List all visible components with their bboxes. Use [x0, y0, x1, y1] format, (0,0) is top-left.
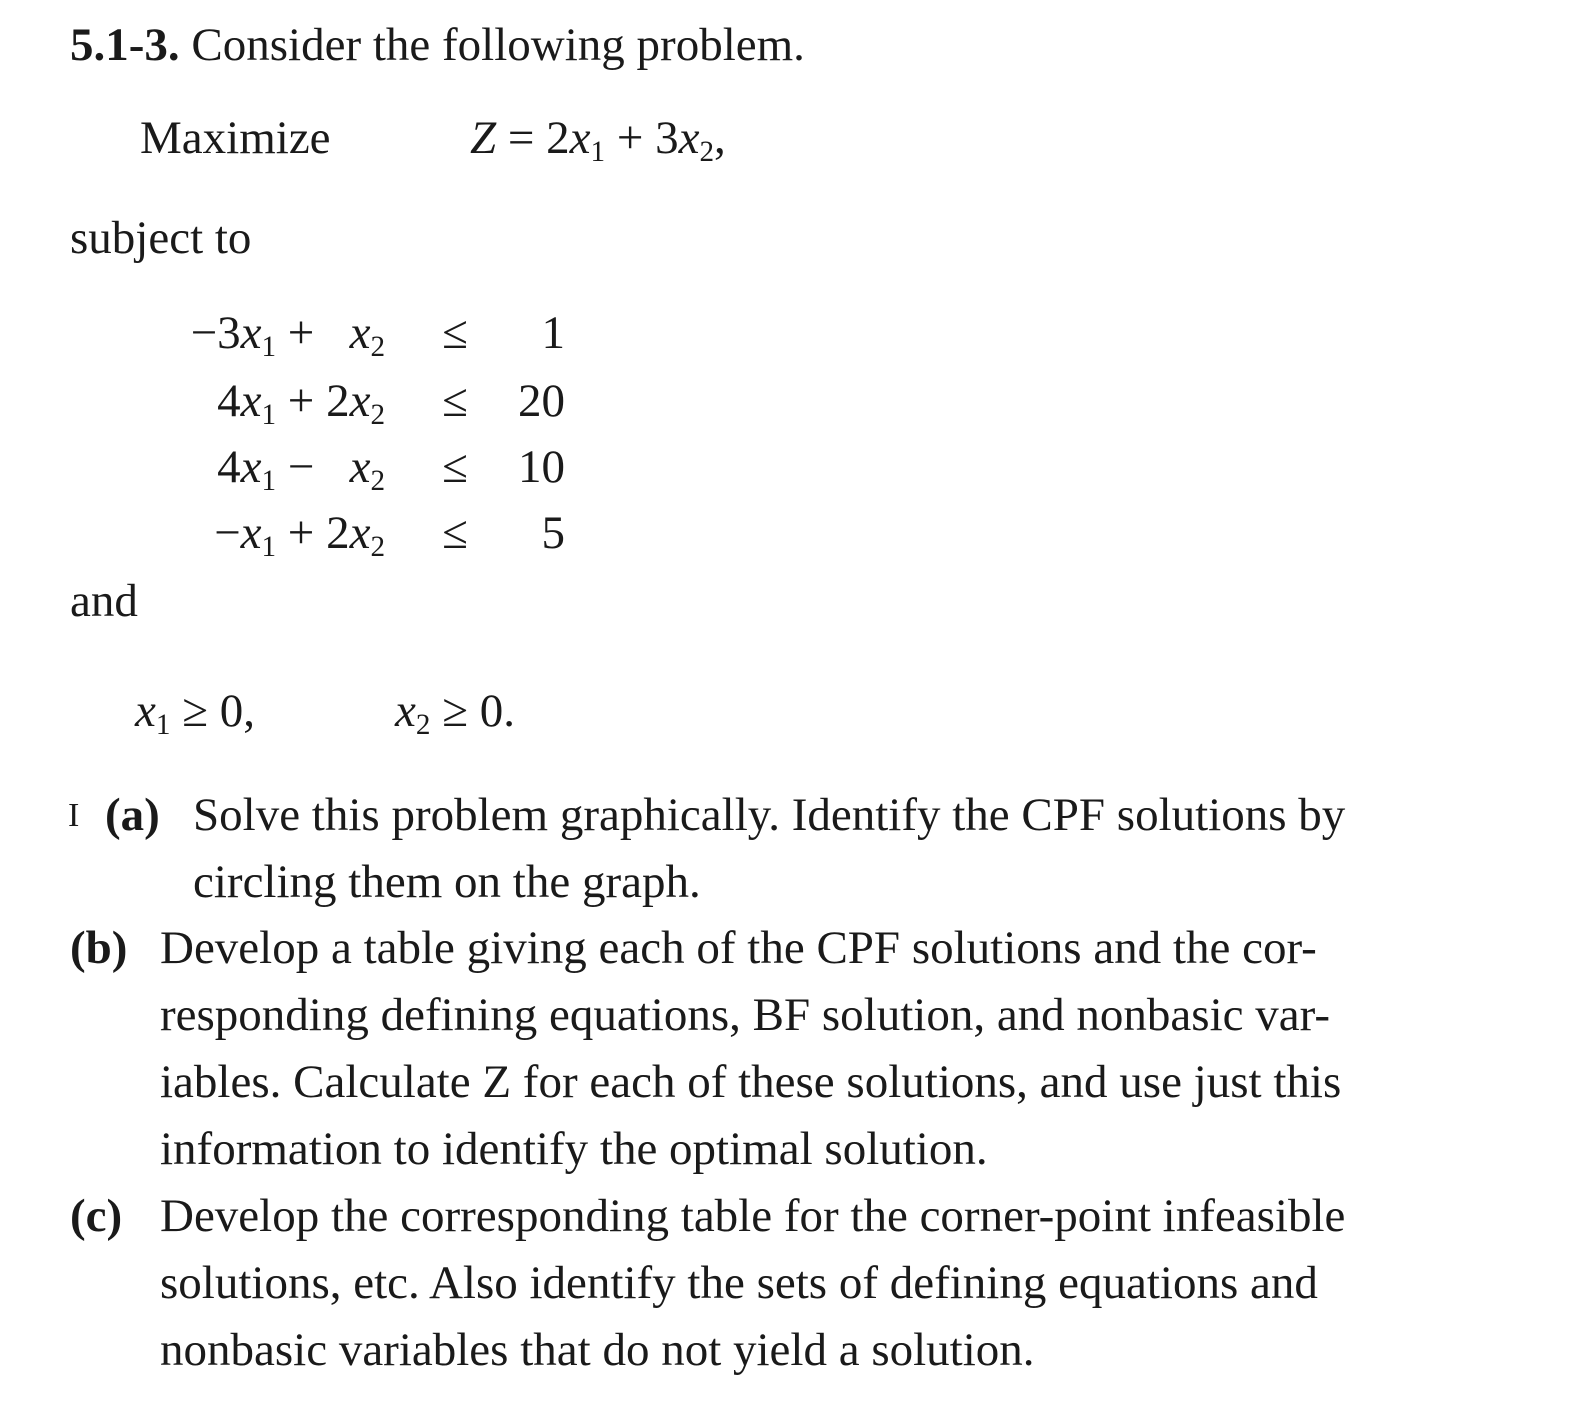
- constraint-3-lhs: [135, 441, 385, 498]
- problem-title: [70, 19, 805, 71]
- objective-var-1: x: [569, 112, 591, 164]
- part-c-label: (c): [70, 1190, 123, 1242]
- constraint-2-var-2: x: [349, 375, 371, 427]
- nonneg-2-sub: 2: [415, 709, 431, 742]
- subject-to-label: subject to: [70, 212, 252, 264]
- constraint-1-var-1: x: [240, 307, 262, 359]
- constraint-1-relation: ≤: [442, 307, 468, 359]
- nonneg-2-relation: ≥ 0.: [430, 685, 515, 737]
- constraint-2-rhs: 20: [518, 375, 565, 427]
- part-b-line: iables. Calculate Z for each of these solutions, and use just this: [160, 1056, 1342, 1108]
- problem-title-text: Consider the following problem.: [191, 19, 805, 71]
- problem-number: 5.1-3.: [70, 19, 180, 71]
- part-b-line: Develop a table giving each of the CPF solutions and the cor-: [160, 922, 1317, 974]
- constraint-4-operator: +: [276, 507, 327, 559]
- constraint-4-sub-2: 2: [370, 531, 385, 564]
- nonneg-1-relation: ≥ 0,: [170, 685, 255, 737]
- objective-sub-2: 2: [699, 136, 715, 169]
- part-a-label: (a): [105, 789, 160, 841]
- part-b-line: responding defining equations, BF solution, and nonbasic var-: [160, 989, 1330, 1041]
- constraint-3-sub-1: 1: [261, 465, 277, 498]
- constraint-2-lhs: [135, 375, 385, 432]
- constraint-1-sub-1: 1: [261, 331, 277, 364]
- constraint-2-operator: +: [276, 375, 327, 427]
- objective-plus: +: [605, 112, 656, 164]
- nonneg-1-sub: 1: [155, 709, 171, 742]
- constraint-2-coef-2: 2: [326, 375, 350, 427]
- objective-coef-2: 3: [655, 112, 679, 164]
- objective-comma: ,: [714, 112, 726, 164]
- part-a-text: [193, 782, 1523, 916]
- constraint-2-coef: 4: [217, 375, 241, 427]
- constraint-1-lhs: [135, 307, 385, 364]
- part-b-label: (b): [70, 922, 128, 974]
- objective-z: Z: [470, 112, 497, 164]
- constraint-2-relation: ≤: [442, 375, 468, 427]
- constraint-4-var-2: x: [349, 507, 371, 559]
- constraint-3-sub-2: 2: [370, 465, 385, 498]
- constraint-3-rhs: 10: [518, 441, 565, 493]
- constraint-2-var-1: x: [240, 375, 262, 427]
- part-a-line: circling them on the graph.: [193, 856, 701, 908]
- and-label: and: [70, 575, 138, 627]
- objective-coef-1: 2: [546, 112, 570, 164]
- nonnegativity-x1: [135, 685, 255, 742]
- constraint-3-relation: ≤: [442, 441, 468, 493]
- constraint-4-var-1: x: [240, 507, 262, 559]
- constraint-4-lhs: [135, 507, 385, 564]
- part-c-line: Develop the corresponding table for the corner-point infeasible: [160, 1190, 1346, 1242]
- constraint-4-coef: −: [214, 507, 241, 559]
- part-a-marker: I: [68, 797, 80, 834]
- nonneg-2-var: x: [395, 685, 416, 737]
- constraint-4-sub-1: 1: [261, 531, 277, 564]
- objective-function: [470, 112, 726, 169]
- constraint-3-operator: −: [276, 441, 350, 493]
- objective-label: Maximize: [140, 112, 331, 164]
- constraint-2-sub-2: 2: [370, 399, 385, 432]
- constraint-1-operator: +: [276, 307, 350, 359]
- part-b-text: [160, 915, 1520, 1183]
- part-b-line: information to identify the optimal solution.: [160, 1123, 988, 1175]
- part-c-text: [160, 1183, 1520, 1384]
- constraint-1-sub-2: 2: [370, 331, 385, 364]
- constraint-4-relation: ≤: [442, 507, 468, 559]
- constraint-1-rhs: 1: [541, 307, 565, 359]
- constraint-3-var-2: x: [349, 441, 371, 493]
- constraint-3-coef: 4: [217, 441, 241, 493]
- constraint-3-var-1: x: [240, 441, 262, 493]
- constraint-2-sub-1: 1: [261, 399, 277, 432]
- part-a-line: Solve this problem graphically. Identify the CPF solutions by: [193, 789, 1346, 841]
- constraint-4-rhs: 5: [541, 507, 565, 559]
- objective-equals: =: [496, 112, 547, 164]
- objective-sub-1: 1: [590, 136, 606, 169]
- part-c-line: solutions, etc. Also identify the sets of defining equations and: [160, 1257, 1318, 1309]
- constraint-1-var-2: x: [349, 307, 371, 359]
- nonneg-1-var: x: [135, 685, 156, 737]
- part-c-line: nonbasic variables that do not yield a solution.: [160, 1324, 1035, 1376]
- nonnegativity-x2: [395, 685, 515, 742]
- objective-var-2: x: [678, 112, 700, 164]
- constraint-1-coef: −3: [190, 307, 241, 359]
- constraint-4-coef-2: 2: [326, 507, 350, 559]
